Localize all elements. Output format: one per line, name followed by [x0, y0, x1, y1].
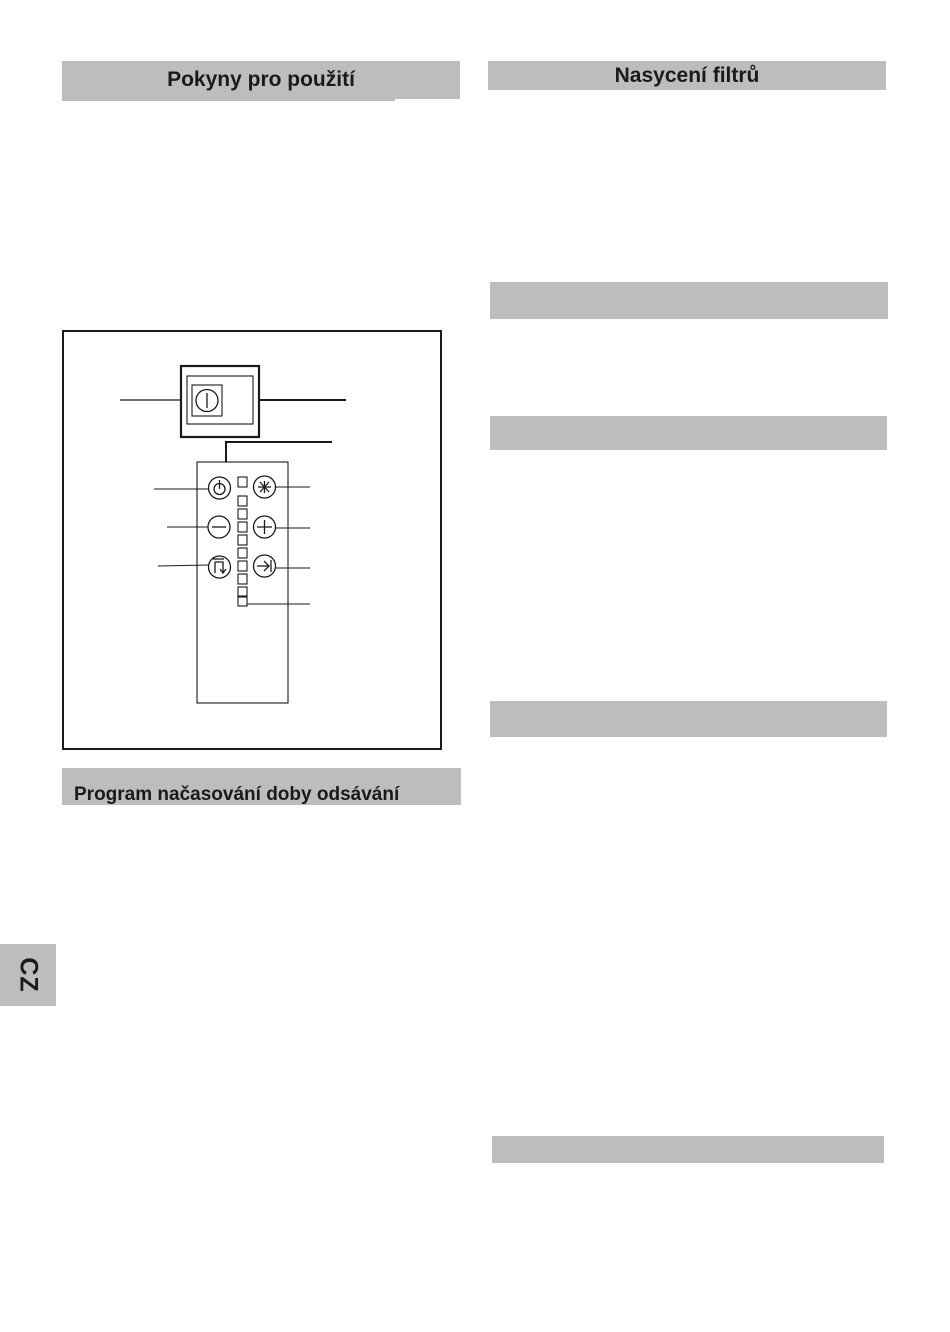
section-bar-5: [492, 1136, 884, 1163]
boost-icon: [254, 555, 276, 577]
section-bar-2: [490, 282, 888, 319]
usage-heading-bar: [62, 61, 460, 99]
timer-heading-bar: [62, 768, 461, 805]
language-tab-label: CZ: [14, 957, 43, 993]
power-icon: [209, 477, 231, 499]
filter-heading-bar: [488, 61, 886, 90]
switch-icon: [181, 366, 259, 437]
control-panel-diagram: [62, 330, 442, 750]
light-icon: [254, 476, 276, 498]
panel-leader: [226, 442, 332, 462]
delay-timer-icon: [209, 556, 231, 578]
filter-heading: Nasycení filtrů: [614, 64, 760, 87]
usage-heading-underline: [62, 99, 395, 101]
timer-heading: Program načasování doby odsávání: [74, 784, 400, 805]
usage-heading: Pokyny pro použití: [167, 68, 355, 91]
section-bar-4: [490, 701, 887, 737]
remote-panel: [197, 462, 288, 703]
language-tab: [0, 944, 56, 1006]
section-bar-3: [490, 416, 887, 450]
minus-icon: [208, 516, 230, 538]
callout-lines: [154, 487, 310, 604]
control-panel-drawing: [64, 332, 440, 748]
plus-icon: [254, 516, 276, 538]
led-indicators: [238, 477, 247, 606]
